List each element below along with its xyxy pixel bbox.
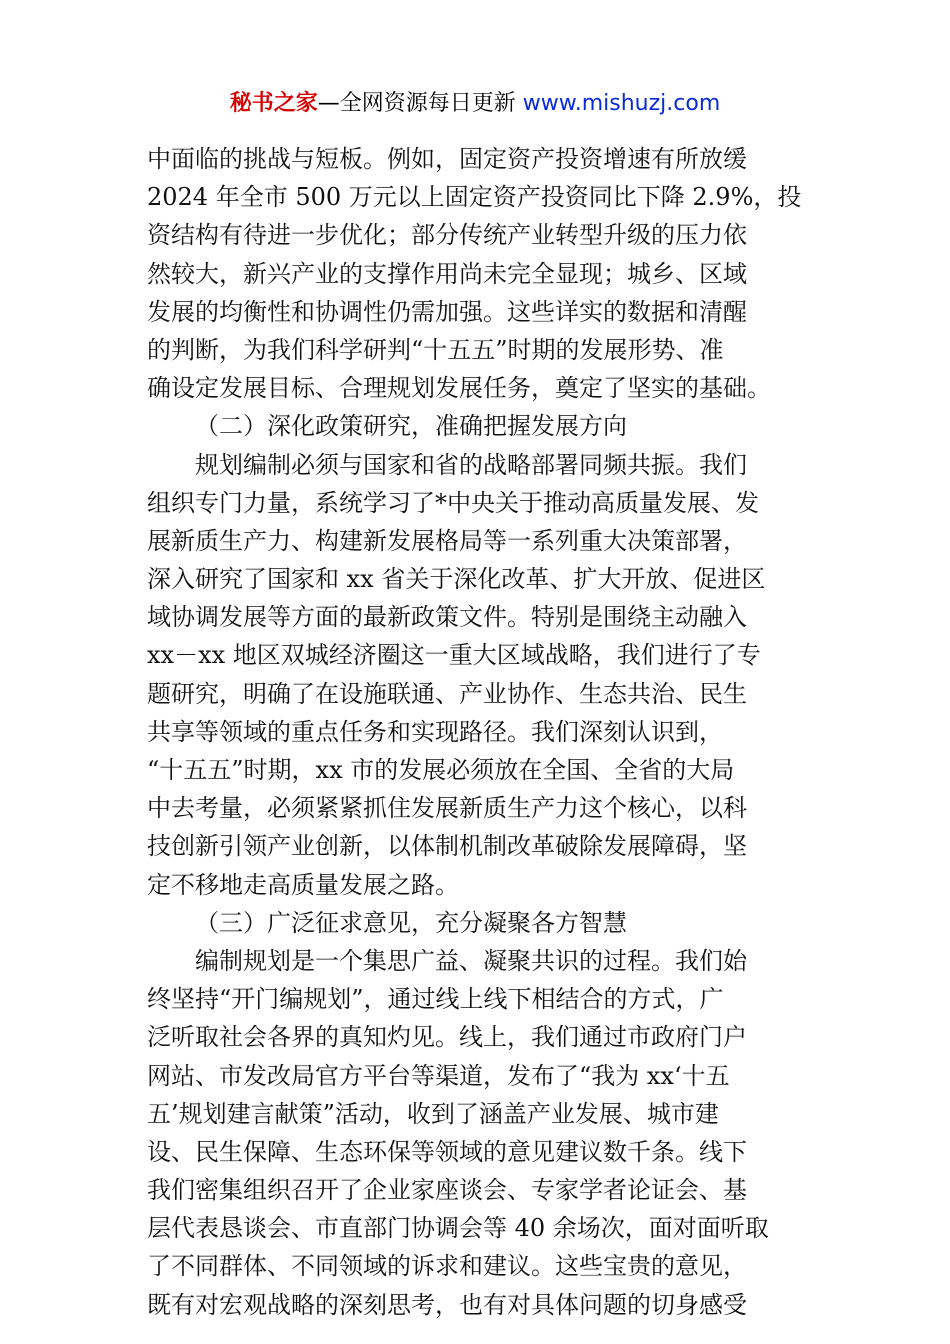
text-line: 了不同群体、不同领域的诉求和建议。这些宝贵的意见， <box>147 1252 747 1281</box>
banner-slogan: —全网资源每日更新 <box>317 91 523 116</box>
text-line: 然较大，新兴产业的支撑作用尚未完全显现；城乡、区域 <box>147 259 747 288</box>
text-line: 网站、市发改局官方平台等渠道，发布了“我为 xx‘十五 <box>147 1061 730 1090</box>
text-line: 发展的均衡性和协调性仍需加强。这些详实的数据和清醒 <box>147 297 747 326</box>
text-line: xx－xx 地区双城经济圈这一重大区域战略，我们进行了专 <box>147 641 761 670</box>
text-line: 2024 年全市 500 万元以上固定资产投资同比下降 2.9%，投 <box>147 183 802 212</box>
text-line: 资结构有待进一步优化；部分传统产业转型升级的压力依 <box>147 221 747 250</box>
text-line: 既有对宏观战略的深刻思考，也有对具体问题的切身感受 <box>147 1290 747 1319</box>
text-line: 定不移地走高质量发展之路。 <box>147 870 459 899</box>
text-line: 终坚持“开门编规划”，通过线上线下相结合的方式，广 <box>147 985 724 1014</box>
section-heading: （二）深化政策研究，准确把握发展方向 <box>195 412 627 441</box>
text-line: 层代表恳谈会、市直部门协调会等 40 余场次，面对面听取 <box>147 1214 769 1243</box>
text-line: 的判断，为我们科学研判“十五五”时期的发展形势、准 <box>147 335 724 364</box>
paragraph-first-line: 编制规划是一个集思广益、凝聚共识的过程。我们始 <box>195 946 747 975</box>
text-line: 确设定发展目标、合理规划发展任务，奠定了坚实的基础。 <box>147 374 771 403</box>
section-heading: （三）广泛征求意见，充分凝聚各方智慧 <box>195 908 627 937</box>
text-line: 组织专门力量，系统学习了*中央关于推动高质量发展、发 <box>147 488 759 517</box>
text-line: 技创新引领产业创新，以体制机制改革破除发展障碍，坚 <box>147 832 747 861</box>
text-line: “十五五”时期，xx 市的发展必须放在全国、全省的大局 <box>147 756 735 784</box>
text-line: 五’规划建言献策”活动，收到了涵盖产业发展、城市建 <box>147 1099 719 1128</box>
document-body <box>147 140 817 1324</box>
text-line: 中去考量，必须紧紧抓住发展新质生产力这个核心，以科 <box>147 794 747 823</box>
text-line: 泛听取社会各界的真知灼见。线上，我们通过市政府门户 <box>147 1023 747 1052</box>
text-line: 设、民生保障、生态环保等领域的意见建议数千条。线下 <box>147 1137 747 1166</box>
site-banner <box>0 86 950 122</box>
text-line: 域协调发展等方面的最新政策文件。特别是围绕主动融入 <box>147 603 747 632</box>
text-line: 题研究，明确了在设施联通、产业协作、生态共治、民生 <box>147 679 747 708</box>
text-line: 中面临的挑战与短板。例如，固定资产投资增速有所放缓 <box>147 145 747 173</box>
text-line: 我们密集组织召开了企业家座谈会、专家学者论证会、基 <box>147 1176 747 1205</box>
paragraph-first-line: 规划编制必须与国家和省的战略部署同频共振。我们 <box>195 450 747 479</box>
text-line: 共享等领域的重点任务和实现路径。我们深刻认识到， <box>147 717 723 746</box>
text-line: 展新质生产力、构建新发展格局等一系列重大决策部署， <box>147 526 747 555</box>
brand-name: 秘书之家 <box>229 91 318 116</box>
site-url-link[interactable]: www.mishuzj.com <box>522 91 721 116</box>
text-line: 深入研究了国家和 xx 省关于深化改革、扩大开放、促进区 <box>147 565 766 594</box>
